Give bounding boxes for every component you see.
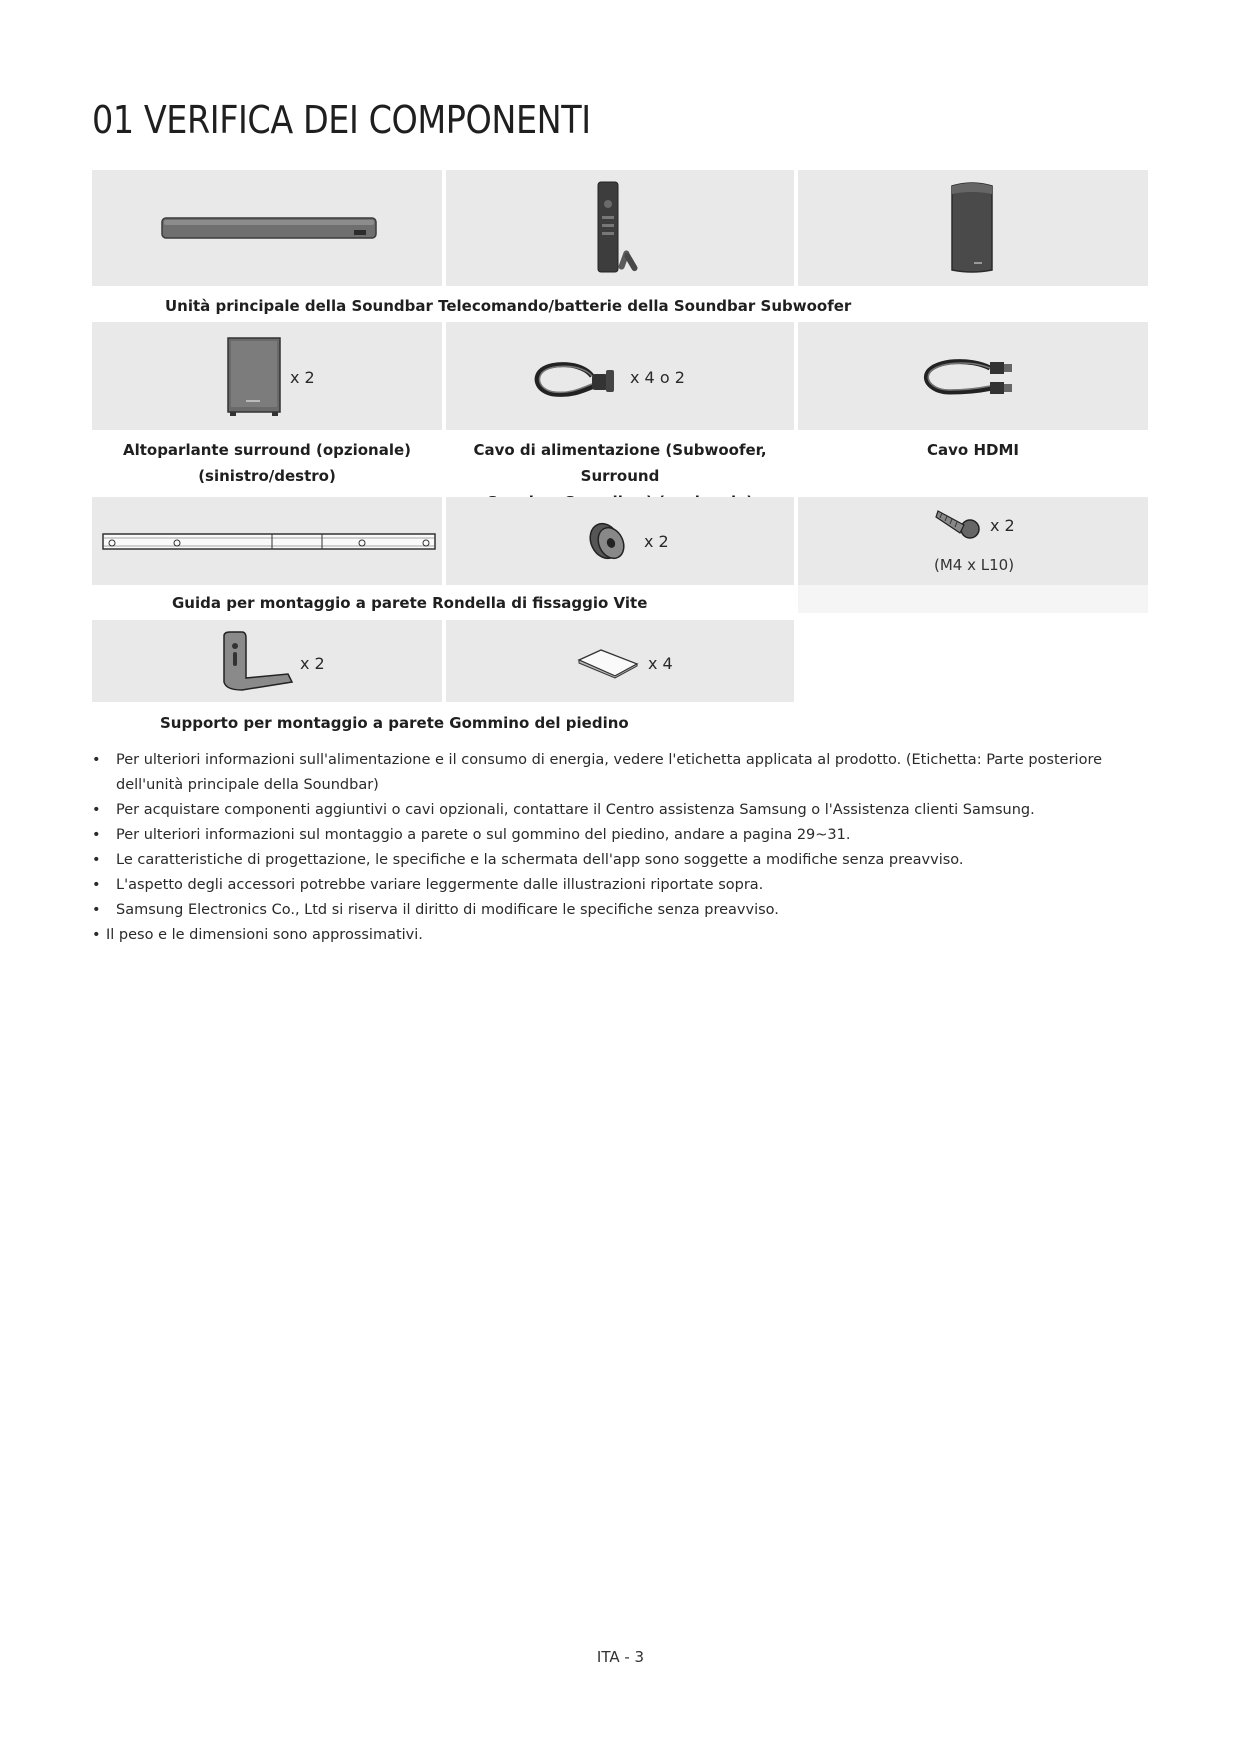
row3-caption: Guida per montaggio a parete Rondella di fissaggio Vite: [172, 594, 648, 612]
soundbar-image: [160, 215, 380, 245]
screw-qty: x 2: [990, 516, 1015, 535]
notes-list: [92, 748, 1152, 948]
bracket-image: [218, 630, 294, 694]
page-number: ITA - 3: [596, 1648, 645, 1666]
surround-caption: [92, 437, 442, 489]
bullet: •: [92, 827, 101, 843]
surround-qty: x 2: [290, 368, 315, 387]
wall-mount-guide-image: [102, 532, 436, 552]
foot-qty: x 4: [648, 654, 673, 673]
list-item: • Per ulteriori informazioni sull'alimentazione e il consumo di energia, vedere l'etichetta applicata al prodotto. (Etichetta: Parte posteriore dell'unità principale della Soundbar): [92, 748, 1152, 798]
power-cable-qty: x 4 o 2: [630, 368, 685, 387]
bullet: •: [92, 902, 101, 918]
list-item: • Il peso e le dimensioni sono approssimativi.: [92, 923, 1152, 948]
bracket-qty: x 2: [300, 654, 325, 673]
power-cable-image: [532, 356, 622, 400]
list-item: • Le caratteristiche di progettazione, le specifiche e la schermata dell'app sono soggette a modifiche senza preavviso.: [92, 848, 1152, 873]
washer-image: [583, 517, 631, 565]
surround-speaker-image: [226, 336, 282, 418]
surround-caption-line1: Altoparlante surround (opzionale): [122, 441, 412, 459]
bullet: •: [92, 877, 101, 893]
screw-spec: (M4 x L10): [934, 556, 1015, 574]
bullet: •: [92, 752, 101, 768]
row4-caption: Supporto per montaggio a parete Gommino del piedino: [160, 714, 629, 732]
surround-caption-line2: (sinistro/destro): [198, 467, 336, 485]
subwoofer-image: [944, 180, 1000, 276]
row1-caption: Unità principale della Soundbar Telecomando/batterie della Soundbar Subwoofer: [165, 297, 852, 315]
list-item: • Per acquistare componenti aggiuntivi o cavi opzionali, contattare il Centro assistenza Samsung o l'Assistenza clienti Samsung.: [92, 798, 1152, 823]
washer-qty: x 2: [644, 532, 669, 551]
bullet: •: [92, 852, 101, 868]
bullet: •: [92, 927, 101, 943]
power-cable-caption-line1: Cavo di alimentazione (Subwoofer, Surround: [473, 441, 767, 485]
list-item: • Samsung Electronics Co., Ltd si riserva il diritto di modificare le specifiche senza preavviso.: [92, 898, 1152, 923]
page-title: 01 VERIFICA DEI COMPONENTI: [92, 98, 591, 142]
screw-image: [934, 505, 982, 541]
list-item: • L'aspetto degli accessori potrebbe variare leggermente dalle illustrazioni riportate sopra.: [92, 873, 1152, 898]
remote-image: [590, 180, 640, 276]
hdmi-cable-caption: Cavo HDMI: [927, 441, 1019, 459]
hdmi-cable-image: [920, 356, 1020, 400]
bullet: •: [92, 802, 101, 818]
screw-cell-lower: [798, 585, 1148, 613]
foot-image: [577, 648, 639, 678]
list-item: • Per ulteriori informazioni sul montaggio a parete o sul gommino del piedino, andare a pagina 29~31.: [92, 823, 1152, 848]
